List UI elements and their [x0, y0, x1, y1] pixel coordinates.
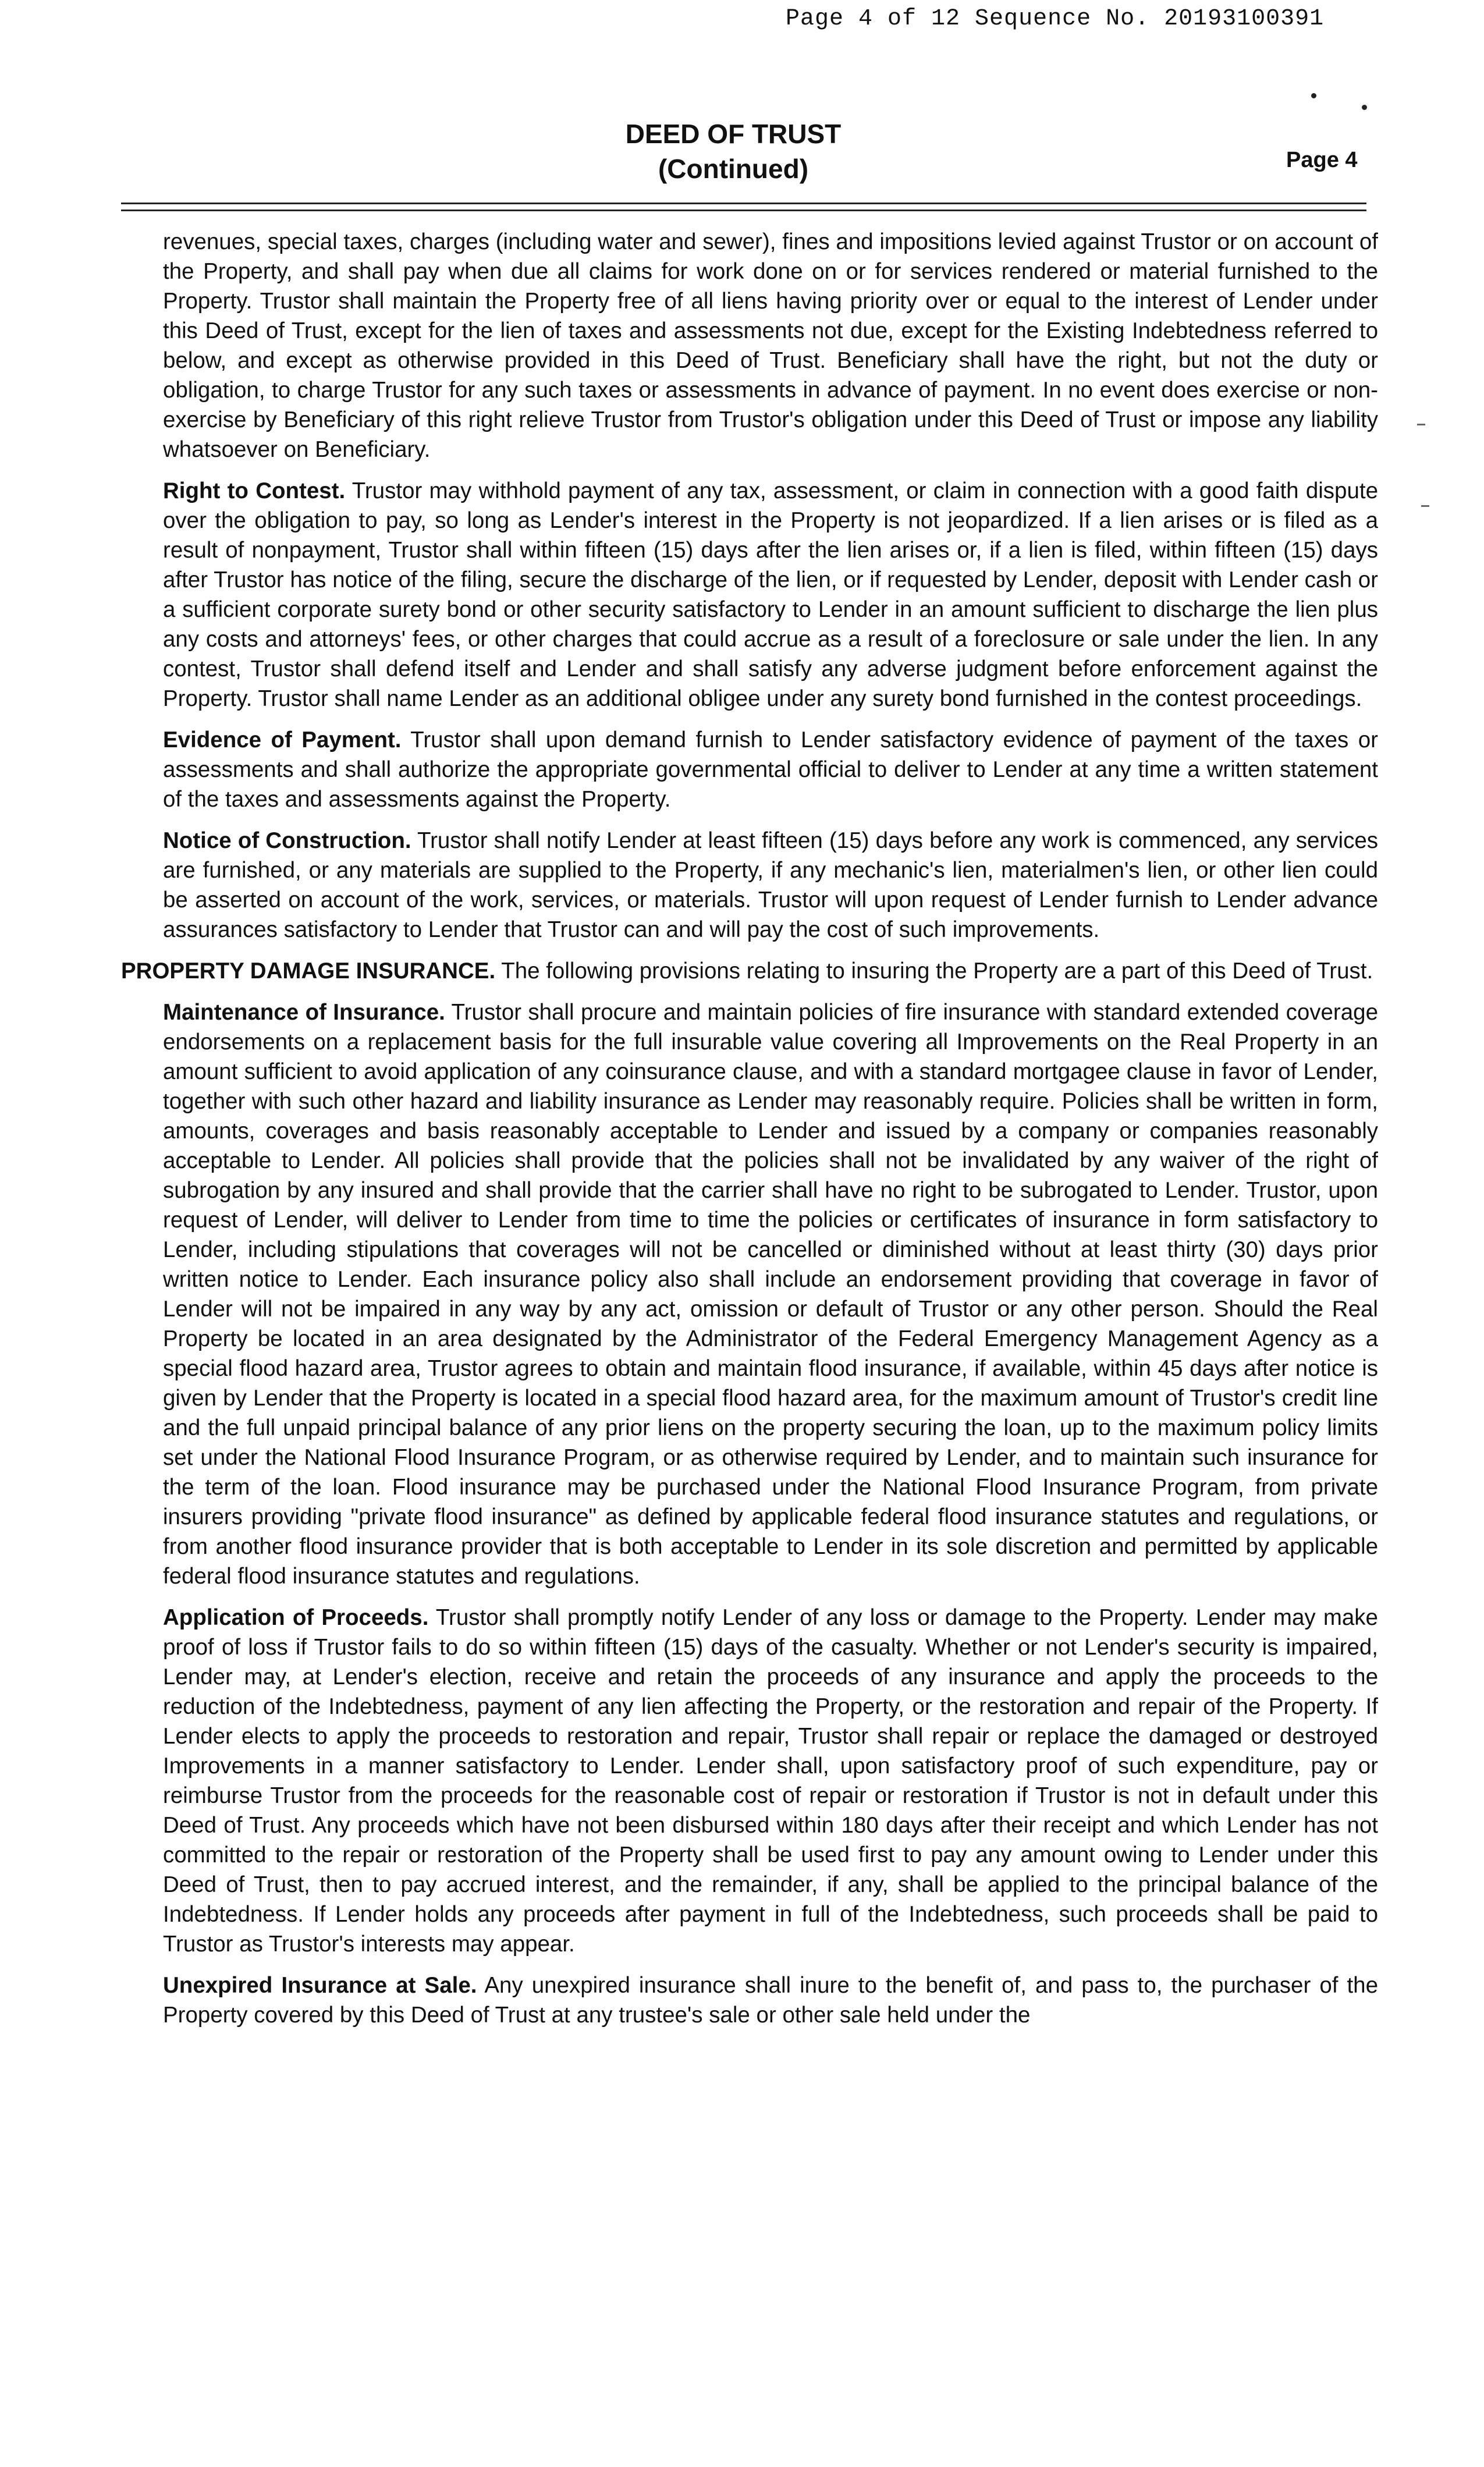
paragraph-maintenance-of-insurance — [163, 998, 1378, 1591]
document-title-block — [541, 116, 925, 186]
paragraph-text: Trustor shall promptly notify Lender of any loss or damage to the Property. Lender may make proof of loss if Trustor fails to do so within fifteen (15) days of the casualty. Whether or not Lender's security is impaired, Lender may, at Lender's election, receive and retain the proceeds of any insurance and apply the proceeds to the reduction of the Indebtedness, payment of any lien affecting the Property, or the restoration and repair of the Property. If Lender elects to apply the proceeds to restoration and repair, Trustor shall repair or replace the damaged or destroyed Improvements in a manner satisfactory to Lender. Lender shall, upon satisfactory proof of such expenditure, pay or reimburse Trustor from the proceeds for the reasonable cost of repair or restoration if Trustor is not in default under this Deed of Trust. Any proceeds which have not been disbursed within 180 days after their receipt and which Lender has not committed to the repair or restoration of the Property shall be used first to pay any amount owing to Lender under this Deed of Trust, then to pay accrued interest, and the remainder, if any, shall be applied to the principal balance of the Indebtedness. If Lender holds any proceeds after payment in full of the Indebtedness, such proceeds shall be paid to Trustor as Trustor's interests may appear. — [163, 1605, 1378, 1957]
paragraph-text: Any unexpired insurance shall inure to the benefit of, and pass to, the purchaser of the Property covered by this Deed of Trust at any trustee's sale or other sale held under the — [163, 1973, 1379, 2028]
paragraph-text: revenues, special taxes, charges (including water and sewer), fines and impositions levied against Trustor or on account of the Property, and shall pay when due all claims for work done on or for services rendered or material furnished to the Property. Trustor shall maintain the Property free of all liens having priority over or equal to the interest of Lender under this Deed of Trust, except for the lien of taxes and assessments not due, except for the Existing Indebtedness referred to below, and except as otherwise provided in this Deed of Trust. Beneficiary shall have the right, but not the duty or obligation, to charge Trustor for any such taxes or assessments in advance of payment. In no event does exercise or non-exercise by Beneficiary of this right relieve Trustor from Trustor's obligation under this Deed of Trust or impose any liability whatsoever on Beneficiary. — [163, 229, 1378, 462]
section-heading: PROPERTY DAMAGE INSURANCE. — [121, 959, 496, 984]
paragraph-application-of-proceeds — [163, 1603, 1378, 1959]
paragraph-text: Trustor may withhold payment of any tax, assessment, or claim in connection with a good faith dispute over the obligation to pay, so long as Lender's interest in the Property is not jeopardized. If a lien arises or is filed as a result of nonpayment, Trustor shall within fifteen (15) days after the lien arises or, if a lien is filed, within fifteen (15) days after Trustor has notice of the filing, secure the discharge of the lien, or if requested by Lender, deposit with Lender cash or a sufficient corporate surety bond or other security satisfactory to Lender in an amount sufficient to discharge the lien plus any costs and attorneys' fees, or other charges that could accrue as a result of a foreclosure or sale under the lien. In any contest, Trustor shall defend itself and Lender and shall satisfy any adverse judgment before enforcement against the Property. Trustor shall name Lender as an additional obligee under any surety bond furnished in the contest proceedings. — [163, 478, 1378, 711]
paragraph-notice-of-construction — [163, 826, 1378, 945]
paragraph-heading: Application of Proceeds. — [163, 1605, 429, 1630]
paragraph-right-to-contest — [163, 476, 1378, 714]
section-property-damage-insurance — [121, 956, 1378, 986]
scan-speck — [1362, 105, 1367, 110]
header-rule-top — [121, 203, 1366, 204]
paragraph-evidence-of-payment — [163, 725, 1378, 814]
margin-mark — [1417, 424, 1425, 425]
paragraph-heading: Notice of Construction. — [163, 828, 411, 853]
paragraph-heading: Unexpired Insurance at Sale. — [163, 1973, 477, 1998]
paragraph-taxes-continued — [163, 227, 1378, 464]
header-rule-bottom — [121, 210, 1366, 211]
paragraph-heading: Evidence of Payment. — [163, 727, 402, 752]
paragraph-text: Trustor shall procure and maintain policies of fire insurance with standard extended coverage endorsements on a replacement basis for the full insurable value covering all Improvements on the Real Property in an amount sufficient to avoid application of any coinsurance clause, and with a standard mortgagee clause in favor of Lender, together with such other hazard and liability insurance as Lender may reasonably require. Policies shall be written in form, amounts, coverages and basis reasonably acceptable to Lender and issued by a company or companies reasonably acceptable to Lender. All policies shall provide that the policies shall not be invalidated by any waiver of the right of subrogation by any insured and shall provide that the carrier shall have no right to be subrogated to Lender. Trustor, upon request of Lender, will deliver to Lender from time to time the policies or certificates of insurance in form satisfactory to Lender, including stipulations that coverages will not be cancelled or diminished without at least thirty (30) days prior written notice to Lender. Each insurance policy also shall include an endorsement providing that coverage in favor of Lender will not be impaired in any way by any act, omission or default of Trustor or any other person. Should the Real Property be located in an area designated by the Administrator of the Federal Emergency Management Agency as a special flood hazard area, Trustor agrees to obtain and maintain flood insurance, if available, within 45 days after notice is given by Lender that the Property is located in a special flood hazard area, for the maximum amount of Trustor's credit line and the full unpaid principal balance of any prior liens on the property securing the loan, up to the maximum policy limits set under the National Flood Insurance Program, or as otherwise required by Lender, and to maintain such insurance for the term of the loan. Flood insurance may be purchased under the National Flood Insurance Program, from private insurers providing "private flood insurance" as defined by applicable federal flood insurance statutes and regulations, or from another flood insurance provider that is both acceptable to Lender in its sole discretion and permitted by applicable federal flood insurance statutes and regulations. — [163, 1000, 1378, 1589]
document-title: DEED OF TRUST — [625, 119, 842, 149]
paragraph-unexpired-insurance — [163, 1971, 1378, 2030]
sequence-header: Page 4 of 12 Sequence No. 20193100391 — [786, 6, 1325, 32]
paragraph-heading: Right to Contest. — [163, 478, 346, 503]
paragraph-text: Trustor shall upon demand furnish to Lender satisfactory evidence of payment of the taxes or assessments and shall authorize the appropriate governmental official to deliver to Lender at any time a written statement of the taxes and assessments against the Property. — [163, 727, 1378, 812]
paragraph-text: Trustor shall notify Lender at least fifteen (15) days before any work is commenced, any services are furnished, or any materials are supplied to the Property, if any mechanic's lien, materialmen's lien, or other lien could be asserted on account of the work, services, or materials. Trustor will upon request of Lender furnish to Lender advance assurances satisfactory to Lender that Trustor can and will pay the cost of such improvements. — [163, 828, 1378, 942]
scan-speck — [1311, 93, 1316, 98]
document-subtitle: (Continued) — [658, 154, 809, 184]
paragraph-text: The following provisions relating to insuring the Property are a part of this Deed of Trust. — [501, 959, 1373, 984]
paragraph-heading: Maintenance of Insurance. — [163, 1000, 445, 1025]
page-number-label: Page 4 — [1286, 148, 1358, 172]
margin-mark — [1421, 505, 1429, 507]
document-body — [121, 227, 1378, 2042]
